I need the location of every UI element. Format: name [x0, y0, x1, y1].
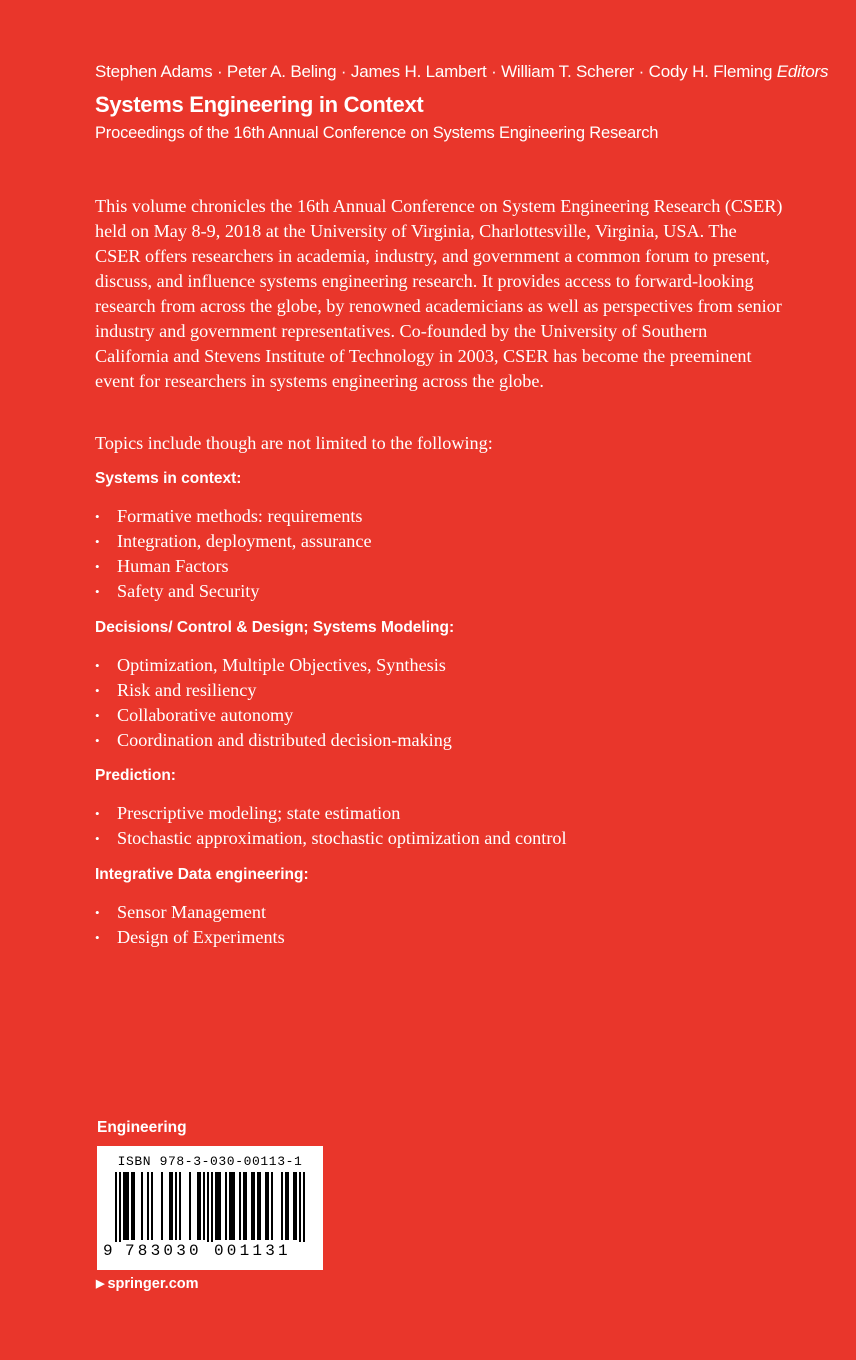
barcode-bar	[151, 1172, 153, 1240]
topic-list	[95, 801, 567, 851]
section-heading: Systems in context:	[95, 470, 242, 487]
bullet-icon: •	[95, 509, 100, 524]
topic-text: Coordination and distributed decision-making	[117, 730, 452, 750]
barcode-bar	[171, 1172, 173, 1240]
section-heading: Decisions/ Control & Design; Systems Modeling:	[95, 619, 455, 636]
barcode-bar	[147, 1172, 149, 1240]
barcode-bar	[197, 1172, 199, 1240]
barcode-bar	[303, 1172, 305, 1242]
barcode-bar	[215, 1172, 217, 1240]
list-item	[95, 579, 372, 604]
topic-text: Risk and resiliency	[117, 680, 257, 700]
barcode-bar	[125, 1172, 127, 1240]
ean-left-group: 783030	[125, 1242, 202, 1260]
description-paragraph: This volume chronicles the 16th Annual Conference on System Engineering Research (CSER) held on May 8-9, 2018 at the University of Virginia, Charlottesville, Virginia, USA. The CSER offers researchers in academia, industry, and government a common forum to present, discuss, and influence systems engineering research. It provides access to forward-looking research from across the globe, by renowned academicians as well as perspectives from senior industry and government representatives. Co-founded by the University of Southern California and Stevens Institute of Technology in 2003, CSER has become the preeminent event for researchers in systems engineering across the globe.	[95, 196, 783, 391]
barcode-bar	[229, 1172, 231, 1240]
barcode-panel	[97, 1146, 323, 1270]
bullet-icon: •	[95, 708, 100, 723]
barcode-bar	[257, 1172, 259, 1240]
barcode-bar	[141, 1172, 143, 1240]
topic-text: Collaborative autonomy	[117, 705, 294, 725]
barcode-bar	[225, 1172, 227, 1240]
list-item	[95, 529, 372, 554]
bullet-icon: •	[95, 658, 100, 673]
barcode-bar	[179, 1172, 181, 1240]
topic-list	[95, 900, 285, 950]
topic-text: Stochastic approximation, stochastic optimization and control	[117, 828, 567, 848]
list-item	[95, 703, 452, 728]
barcode-bar	[287, 1172, 289, 1240]
subject-label: Engineering	[97, 1119, 187, 1136]
list-item	[95, 925, 285, 950]
list-item	[95, 900, 285, 925]
barcode-bar	[169, 1172, 171, 1240]
list-item	[95, 554, 372, 579]
list-item	[95, 728, 452, 753]
isbn-number: ISBN 978-3-030-00113-1	[117, 1154, 303, 1169]
list-item	[95, 653, 452, 678]
barcode-bar	[233, 1172, 235, 1240]
ean-first-digit: 9	[103, 1242, 113, 1260]
topic-text: Integration, deployment, assurance	[117, 531, 372, 551]
editors-role: Editors	[776, 62, 829, 81]
barcode-bar	[115, 1172, 117, 1242]
editors-line	[95, 62, 829, 82]
barcode-bar	[281, 1172, 283, 1240]
barcode-bar	[127, 1172, 129, 1240]
topic-text: Human Factors	[117, 556, 229, 576]
barcode-bar	[219, 1172, 221, 1240]
bullet-icon: •	[95, 905, 100, 920]
barcode-bar	[293, 1172, 295, 1240]
editors-names: Stephen Adams · Peter A. Beling · James H. Lambert · William T. Scherer · Cody H. Fleming	[95, 62, 773, 81]
barcode-bar	[253, 1172, 255, 1240]
topic-text: Safety and Security	[117, 581, 260, 601]
ean-right-group: 001131	[214, 1242, 291, 1260]
barcode-bar	[251, 1172, 253, 1240]
barcode-bar	[131, 1172, 133, 1240]
bullet-icon: •	[95, 683, 100, 698]
barcode-bar	[267, 1172, 269, 1240]
barcode-bar	[175, 1172, 177, 1240]
barcode-bar	[217, 1172, 219, 1240]
topic-list	[95, 653, 452, 753]
bullet-icon: •	[95, 534, 100, 549]
barcode-bar	[207, 1172, 209, 1242]
barcode-icon	[97, 1172, 323, 1242]
barcode-bar	[189, 1172, 191, 1240]
topic-text: Formative methods: requirements	[117, 506, 363, 526]
bullet-icon: •	[95, 831, 100, 846]
barcode-bar	[211, 1172, 213, 1242]
barcode-bar	[123, 1172, 125, 1240]
topic-list	[95, 504, 372, 604]
book-title: Systems Engineering in Context	[95, 92, 424, 117]
list-item	[95, 504, 372, 529]
barcode-bar	[133, 1172, 135, 1240]
barcode-bar	[295, 1172, 297, 1240]
section-heading: Prediction:	[95, 767, 176, 784]
bullet-icon: •	[95, 559, 100, 574]
barcode-bar	[299, 1172, 301, 1242]
list-item	[95, 801, 567, 826]
ean-digits	[97, 1242, 323, 1266]
barcode-bar	[231, 1172, 233, 1240]
barcode-bar	[161, 1172, 163, 1240]
barcode-bar	[265, 1172, 267, 1240]
barcode-bar	[239, 1172, 241, 1240]
barcode-bar	[285, 1172, 287, 1240]
barcode-bar	[243, 1172, 245, 1240]
bullet-icon: •	[95, 930, 100, 945]
book-subtitle: Proceedings of the 16th Annual Conference on Systems Engineering Research	[95, 124, 659, 142]
website-text: springer.com	[107, 1276, 199, 1292]
barcode-bar	[271, 1172, 273, 1240]
bullet-icon: •	[95, 733, 100, 748]
publisher-website[interactable]	[96, 1276, 199, 1292]
list-item	[95, 826, 567, 851]
barcode-bar	[119, 1172, 121, 1242]
bullet-icon: •	[95, 806, 100, 821]
section-heading: Integrative Data engineering:	[95, 866, 309, 883]
topic-text: Optimization, Multiple Objectives, Synthesis	[117, 655, 446, 675]
topic-text: Design of Experiments	[117, 927, 285, 947]
topic-text: Sensor Management	[117, 902, 266, 922]
list-item	[95, 678, 452, 703]
barcode-bar	[199, 1172, 201, 1240]
topic-text: Prescriptive modeling; state estimation	[117, 803, 401, 823]
topics-intro: Topics include though are not limited to the following:	[95, 433, 493, 453]
barcode-bar	[245, 1172, 247, 1240]
barcode-bar	[203, 1172, 205, 1240]
barcode-bar	[259, 1172, 261, 1240]
triangle-right-icon: ▶	[96, 1278, 105, 1290]
bullet-icon: •	[95, 584, 100, 599]
